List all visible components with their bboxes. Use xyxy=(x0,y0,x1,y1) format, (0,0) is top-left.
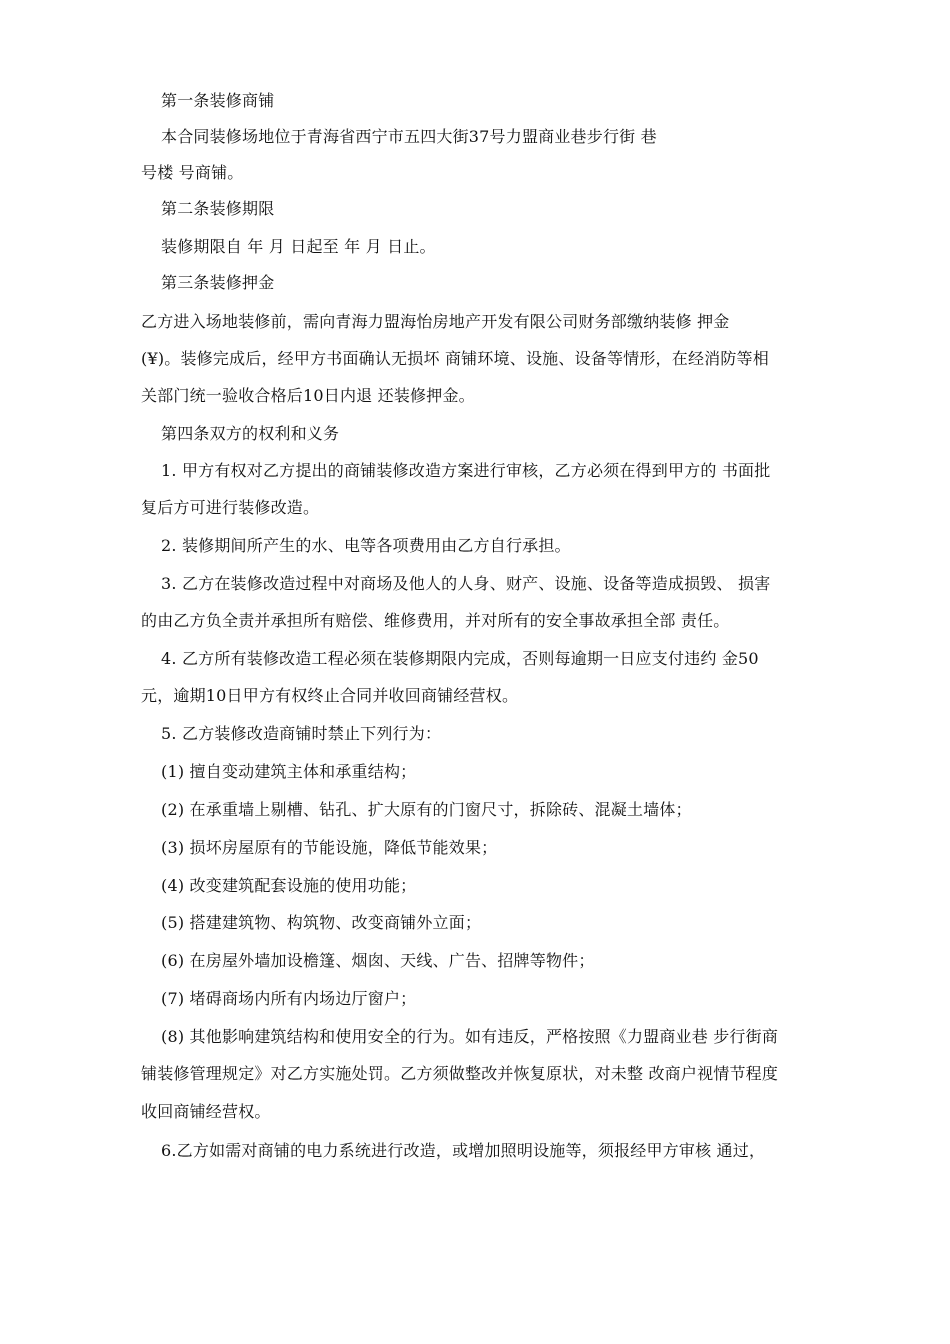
list-item: 1. 甲方有权对乙方提出的商铺装修改造方案进行审核，乙方必须在得到甲方的 书面批 xyxy=(161,461,771,480)
paragraph-line: 本合同装修场地位于青海省西宁市五四大街37号力盟商业巷步行街 巷 xyxy=(161,127,657,146)
sub-list-item: (2) 在承重墙上剔槽、钻孔、扩大原有的门窗尺寸，拆除砖、混凝土墙体； xyxy=(161,800,692,819)
article-1-heading: 第一条装修商铺 xyxy=(161,91,275,110)
sub-list-item: (1) 擅自变动建筑主体和承重结构； xyxy=(161,762,417,781)
sub-list-item: (6) 在房屋外墙加设檐篷、烟囱、天线、广告、招牌等物件； xyxy=(161,951,595,970)
list-item: 5. 乙方装修改造商铺时禁止下列行为： xyxy=(161,724,442,743)
paragraph-line: 号楼 号商铺。 xyxy=(141,163,244,182)
list-item: 的由乙方负全责并承担所有赔偿、维修费用，并对所有的安全事故承担全部 责任。 xyxy=(141,611,730,630)
article-3-heading: 第三条装修押金 xyxy=(161,273,275,292)
sub-list-item: (3) 损坏房屋原有的节能设施，降低节能效果； xyxy=(161,838,498,857)
sub-list-item: (4) 改变建筑配套设施的使用功能； xyxy=(161,876,417,895)
list-item: 3. 乙方在装修改造过程中对商场及他人的人身、财产、设施、设备等造成损毁、 损害 xyxy=(161,574,771,593)
paragraph-line: 关部门统一验收合格后10日内退 还装修押金。 xyxy=(141,386,475,405)
sub-list-item: (7) 堵碍商场内所有内场边厅窗户； xyxy=(161,989,417,1008)
article-2-heading: 第二条装修期限 xyxy=(161,199,275,218)
article-4-heading: 第四条双方的权利和义务 xyxy=(161,424,340,443)
list-item: 2. 装修期间所产生的水、电等各项费用由乙方自行承担。 xyxy=(161,536,571,555)
sub-list-item: (5) 搭建建筑物、构筑物、改变商铺外立面； xyxy=(161,913,482,932)
sub-list-item: (8) 其他影响建筑结构和使用安全的行为。如有违反，严格按照《力盟商业巷 步行街商 xyxy=(161,1027,779,1046)
paragraph-line: 装修期限自 年 月 日起至 年 月 日止。 xyxy=(161,237,436,256)
paragraph-line: 乙方进入场地装修前，需向青海力盟海怡房地产开发有限公司财务部缴纳装修 押金 xyxy=(141,312,730,331)
list-item: 6.乙方如需对商铺的电力系统进行改造，或增加照明设施等，须报经甲方审核 通过， xyxy=(161,1141,766,1160)
paragraph-line: (¥)。装修完成后，经甲方书面确认无损坏 商铺环境、设施、设备等情形，在经消防等相 xyxy=(141,349,769,368)
list-item: 复后方可进行装修改造。 xyxy=(141,498,320,517)
sub-list-item: 铺装修管理规定》对乙方实施处罚。乙方须做整改并恢复原状，对未整 改商户视情节程度 xyxy=(141,1064,779,1083)
sub-list-item: 收回商铺经营权。 xyxy=(141,1102,271,1121)
list-item: 元，逾期10日甲方有权终止合同并收回商铺经营权。 xyxy=(141,686,519,705)
list-item: 4. 乙方所有装修改造工程必须在装修期限内完成，否则每逾期一日应支付违约 金50 xyxy=(161,649,759,668)
